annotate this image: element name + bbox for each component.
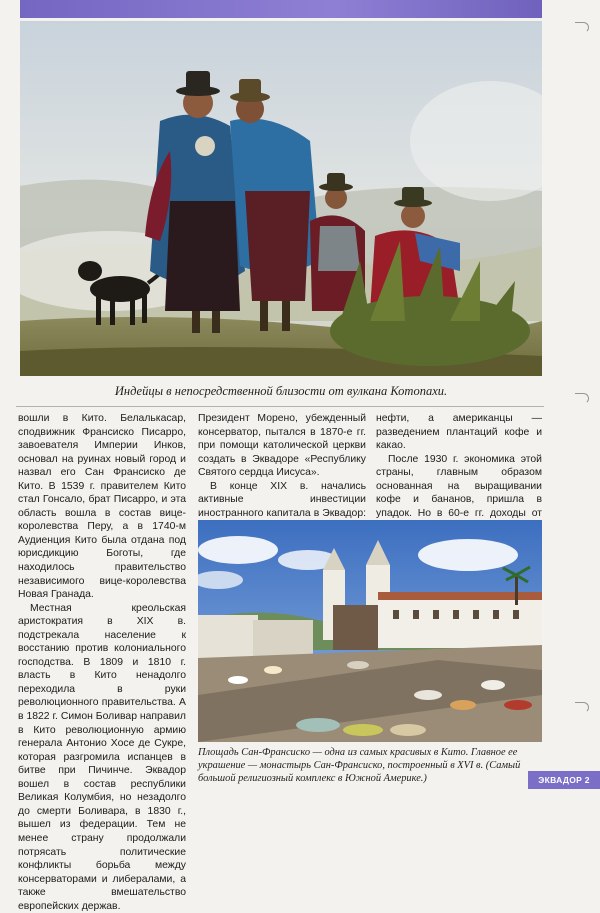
text-column-2 — [198, 412, 366, 534]
paragraph: нефти, а американцы — разведением плантаций кофе и какао. — [376, 413, 542, 452]
paragraph: вошли в Кито. Белалькасар, сподвижник Франсиско Писарро, завоевателя Империи Инков, основал на руинах новый город и назвал его Сан Франсиско де Кито. В 1539 г. правителем Кито стал Гонсало, брат Писарро, и эта область вошла в состав вице-королевства Перу, а в 1740-м Аудиенция Кито была отдана под юрисдикцию Боготы, где находилось правительство независимого вице-королевства Новая Гранада. — [18, 413, 186, 601]
top-color-band — [20, 0, 542, 18]
photo-top-caption: Индейцы в непосредственной близости от вулкана Котопахи. — [114, 384, 448, 398]
photo-indians-cotopaxi — [20, 21, 542, 376]
text-column-1 — [18, 412, 186, 913]
paragraph: После 1930 г. экономика этой страны, главным образом основанная на выращивании кофе и бананов, пришла в упадок. Но в 60-е гг. доходы от — [376, 453, 542, 519]
page-tab: ЭКВАДОР 2 — [528, 771, 600, 789]
photo-plaza-san-francisco — [198, 520, 542, 742]
binder-ring — [575, 393, 589, 404]
caption-divider — [16, 406, 544, 407]
photo-bottom-caption: Площадь Сан-Франсиско — одна из самых красивых в Кито. Главное ее украшение — монастырь Сан-Франсиско, построенный в XVI в. (Самый большой религиозный комплекс в Южной Америке.) — [198, 747, 521, 784]
paragraph: Президент Морено, убежденный консерватор, пытался в 1870-е гг. при помощи католической церкви создать в Эквадоре «Республику Святого сердца Иисуса». — [198, 413, 366, 479]
paragraph: В конце XIX в. начались активные инвестиции иностранного капитала в Эквадор: — [198, 480, 366, 519]
binder-ring — [575, 702, 589, 713]
paragraph: Местная креольская аристократия в XIX в. подстрекала население к восстанию против колониального господства. В 1809 и 1810 г. власть в Кито ненадолго переходила в руки революционного правительства. А в 1822 г. Симон Боливар направил в Кито революционную армию генерала Антонио Хосе де Сукре, которая разгромила испанцев в битве при Пичинче. Эквадор вошел в состав республики Великая Колумбия, но незадолго до смерти Боливара, в 1830 г., вышел из федерации. Тем не менее страну продолжали потрясать политические конфликты борьба между консерваторами и либералами, а также вмешательство европейских держав. — [18, 602, 186, 912]
binder-ring — [575, 22, 589, 33]
